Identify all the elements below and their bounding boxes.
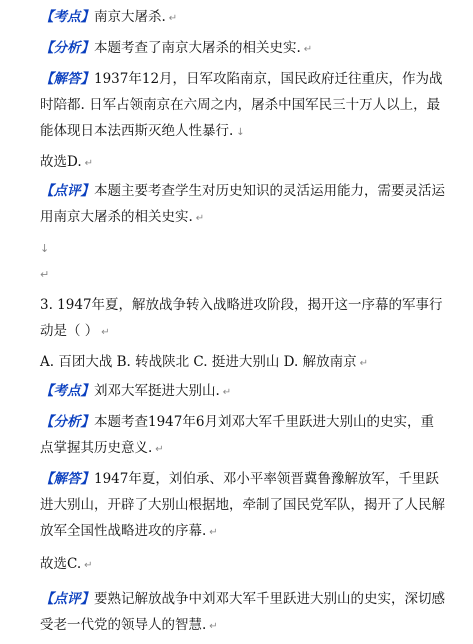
q3-stem-line-2 (40, 320, 461, 344)
q3-dianping-line-1 (40, 588, 461, 610)
q3-jieda-line-1 (40, 468, 461, 490)
q3-dianping-text-2: 受老一代党的领导人的智慧. (40, 617, 207, 633)
paragraph-mark-icon: ↵ (84, 158, 94, 169)
paragraph-mark-icon: ↵ (303, 44, 313, 55)
q2-dianping-text-1: 本题主要考查学生对历史知识的灵活运用能力，需要灵活运 (94, 183, 445, 199)
empty-line (40, 263, 461, 286)
q2-jieda-line-2 (40, 94, 461, 116)
q3-kaodian-line (40, 380, 461, 404)
paragraph-mark-icon: ↵ (195, 213, 205, 224)
q3-dianping-line-2 (40, 614, 461, 638)
q3-options-line (40, 351, 461, 375)
q2-dianping-text-2: 用南京大屠杀的相关史实. (40, 209, 193, 225)
q2-fenxi-text: 本题考查了南京大屠杀的相关史实. (94, 40, 301, 56)
q3-fenxi-text-1: 本题考查1947年6月刘邓大军千里跃进大别山的史实，重 (94, 414, 434, 430)
q3-options-text: A. 百团大战 B. 转战陕北 C. 挺进大别山 D. 解放南京 (40, 354, 357, 370)
paragraph-mark-icon: ↵ (222, 387, 232, 398)
q2-jieda-text-1: 1937年12月，日军攻陷南京，国民政府迁往重庆，作为战 (94, 71, 443, 87)
kaodian-tag: 【考点】 (40, 9, 94, 25)
q3-dianping-text-1: 要熟记解放战争中刘邓大军千里跃进大别山的史实，深切感 (94, 591, 445, 607)
q2-dianping-line-1 (40, 180, 461, 202)
q3-jieda-text-2: 进大别山，开辟了大别山根据地，牵制了国民党军队，揭开了人民解 (40, 497, 445, 513)
q3-jieda-line-2 (40, 494, 461, 516)
q2-kaodian-line (40, 6, 461, 30)
q3-stem-line-1 (40, 294, 461, 316)
dianping-tag: 【点评】 (40, 183, 94, 199)
q3-jieda-text-3: 放军全国性战略进攻的序幕. (40, 523, 207, 539)
paragraph-mark-icon: ↵ (209, 527, 218, 538)
q2-kaodian-text: 南京大屠杀. (94, 9, 166, 25)
q2-jieda-line-3 (40, 120, 461, 144)
q2-dianping-line-2 (40, 206, 461, 230)
line-break-icon: ↓ (236, 127, 245, 138)
dianping-tag: 【点评】 (40, 591, 94, 607)
q2-answer-text: 故选D. (40, 154, 82, 170)
paragraph-mark-icon: ↵ (101, 327, 110, 338)
jieda-tag: 【解答】 (40, 471, 94, 487)
paragraph-mark-icon: ↵ (168, 13, 178, 24)
q3-jieda-line-3 (40, 520, 461, 544)
q2-answer-line (40, 151, 461, 175)
q3-fenxi-text-2: 点掌握其历史意义. (40, 440, 153, 456)
q2-jieda-text-2: 时陪都. 日军占领南京在六周之内，屠杀中国军民三十万人以上，最 (40, 97, 441, 113)
q3-stem-text-2: 动是（ ） (40, 323, 99, 339)
q3-fenxi-line-2 (40, 437, 461, 461)
paragraph-mark-icon: ↵ (209, 621, 218, 632)
q2-fenxi-line (40, 37, 461, 61)
q3-answer-line (40, 553, 461, 577)
paragraph-mark-icon: ↵ (40, 268, 50, 281)
q3-jieda-text-1: 1947年夏，刘伯承、邓小平率领晋冀鲁豫解放军，千里跃 (94, 471, 439, 487)
q2-jieda-text-3: 能体现日本法西斯灭绝人性暴行. (40, 123, 234, 139)
q3-kaodian-text: 刘邓大军挺进大别山. (94, 383, 220, 399)
paragraph-mark-icon: ↵ (84, 560, 93, 571)
q3-stem-text-1: 3. 1947年夏，解放战争转入战略进攻阶段，揭开这一序幕的军事行 (40, 297, 443, 313)
q3-answer-text: 故选C. (40, 556, 82, 572)
q3-fenxi-line-1 (40, 411, 461, 433)
fenxi-tag: 【分析】 (40, 414, 94, 430)
paragraph-mark-icon: ↵ (359, 358, 368, 369)
empty-line (40, 237, 461, 260)
paragraph-mark-icon: ↵ (155, 444, 164, 455)
line-break-icon: ↓ (40, 242, 50, 255)
kaodian-tag: 【考点】 (40, 383, 94, 399)
jieda-tag: 【解答】 (40, 71, 94, 87)
q2-jieda-line-1 (40, 68, 461, 90)
fenxi-tag: 【分析】 (40, 40, 94, 56)
